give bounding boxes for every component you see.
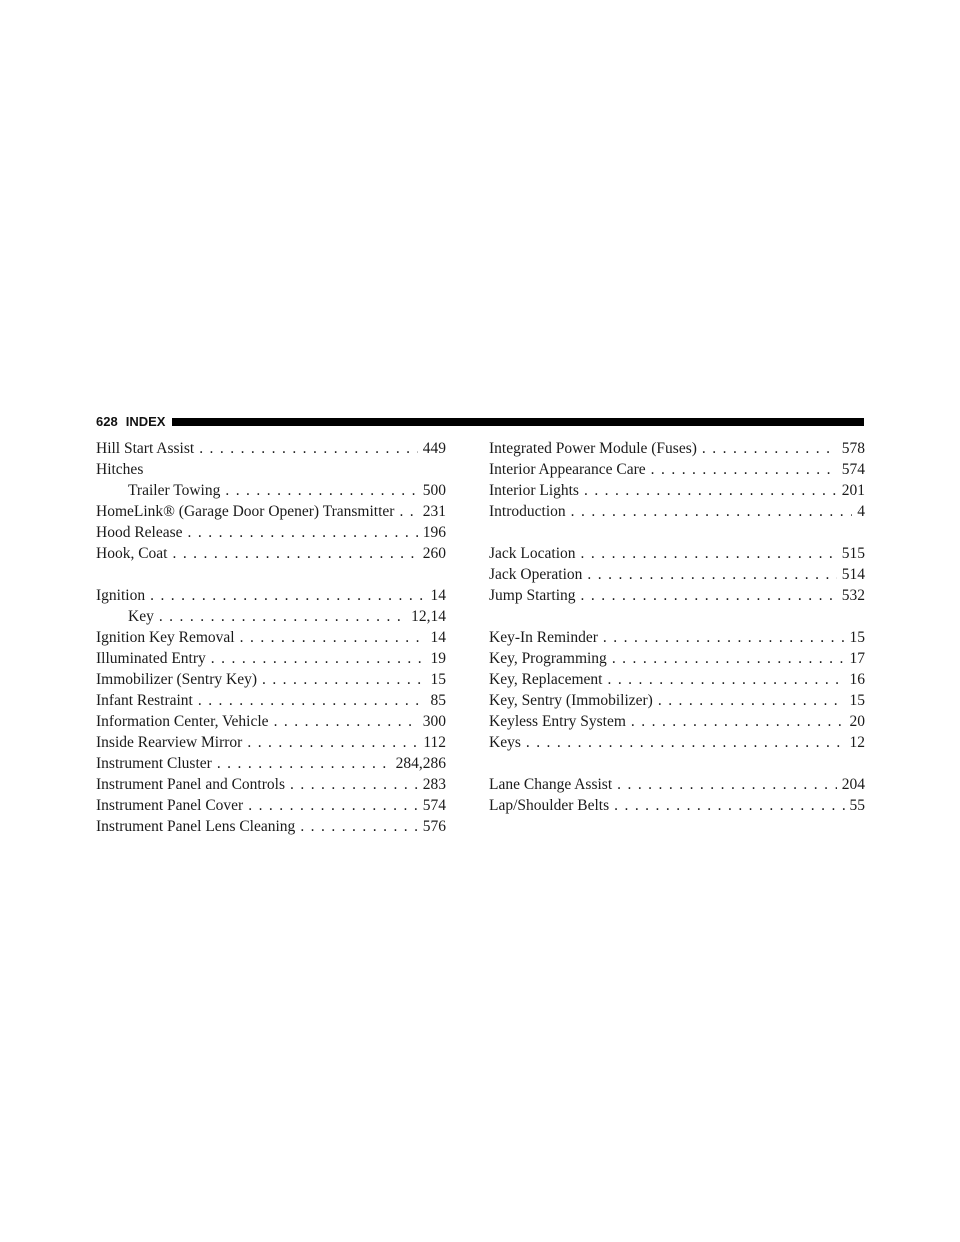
index-entry [489, 501, 865, 522]
dot-leader [612, 648, 845, 669]
index-term: Jack Operation [489, 566, 583, 583]
dot-leader [198, 690, 426, 711]
index-entry [96, 795, 446, 816]
index-entry [96, 438, 446, 459]
index-entry [96, 501, 446, 522]
index-page: 15 [430, 671, 446, 688]
index-term: Infant Restraint [96, 692, 193, 709]
index-entry [96, 816, 446, 837]
dot-leader [188, 522, 418, 543]
index-term: Integrated Power Module (Fuses) [489, 440, 697, 457]
dot-leader [290, 774, 418, 795]
index-term: Information Center, Vehicle [96, 713, 269, 730]
dot-leader [225, 480, 417, 501]
index-entry [489, 690, 865, 711]
index-page: 574 [422, 797, 446, 814]
index-entry [489, 627, 865, 648]
index-entry [96, 522, 446, 543]
index-page: 576 [422, 818, 446, 835]
dot-leader [614, 795, 844, 816]
page-number: 628 [96, 414, 118, 429]
index-entry [96, 774, 446, 795]
index-page: 204 [841, 776, 865, 793]
index-page: 15 [849, 629, 865, 646]
index-term: Key, Replacement [489, 671, 603, 688]
index-page: 515 [841, 545, 865, 562]
index-page: 532 [841, 587, 865, 604]
index-page: 300 [422, 713, 446, 730]
dot-leader [172, 543, 417, 564]
index-term: Hook, Coat [96, 545, 168, 562]
index-page: 12 [849, 734, 865, 751]
index-entry [96, 690, 446, 711]
index-entry [489, 585, 865, 606]
index-page: 4 [857, 503, 865, 520]
index-page: 284,286 [395, 755, 446, 772]
index-entry [96, 732, 446, 753]
dot-leader [526, 732, 845, 753]
dot-leader [581, 585, 837, 606]
header-rule [172, 418, 864, 426]
index-page: 19 [430, 650, 446, 667]
index-term: Ignition Key Removal [96, 629, 235, 646]
dot-leader [581, 543, 837, 564]
index-page: 17 [849, 650, 865, 667]
index-page: 578 [841, 440, 865, 457]
index-page: 500 [422, 482, 446, 499]
index-page: 85 [430, 692, 446, 709]
index-entry [96, 543, 446, 564]
index-page: 231 [422, 503, 446, 520]
index-term: Immobilizer (Sentry Key) [96, 671, 257, 688]
section-title: INDEX [125, 414, 166, 429]
index-entry [489, 564, 865, 585]
index-page: 196 [422, 524, 446, 541]
index-entry [96, 585, 446, 606]
index-page: 15 [849, 692, 865, 709]
index-term: Keyless Entry System [489, 713, 626, 730]
dot-leader [587, 564, 836, 585]
index-term: Hitches [96, 461, 144, 478]
dot-leader [248, 795, 418, 816]
index-term: Key, Programming [489, 650, 607, 667]
index-entry [96, 711, 446, 732]
index-entry [489, 438, 865, 459]
dot-leader [159, 606, 406, 627]
dot-leader [399, 501, 417, 522]
index-term: Illuminated Entry [96, 650, 206, 667]
index-page: 112 [423, 734, 446, 751]
index-term: Lane Change Assist [489, 776, 613, 793]
index-entry [489, 732, 865, 753]
dot-leader [150, 585, 425, 606]
index-term: Key, Sentry (Immobilizer) [489, 692, 653, 709]
dot-leader [603, 627, 845, 648]
dot-leader [584, 480, 837, 501]
dot-leader [300, 816, 417, 837]
index-column-left [96, 438, 446, 837]
index-page: 14 [430, 587, 446, 604]
dot-leader [262, 669, 426, 690]
index-page: 12,14 [411, 608, 446, 625]
index-page: 449 [422, 440, 446, 457]
index-term: Instrument Panel and Controls [96, 776, 285, 793]
index-entry [96, 459, 446, 480]
index-term: Interior Appearance Care [489, 461, 646, 478]
index-subentry [96, 480, 446, 501]
index-entry [96, 648, 446, 669]
dot-leader [240, 627, 426, 648]
index-entry [489, 459, 865, 480]
index-term: Key-In Reminder [489, 629, 598, 646]
index-page: 514 [841, 566, 865, 583]
index-term: Key [128, 608, 154, 625]
dot-leader [658, 690, 845, 711]
index-entry [489, 795, 865, 816]
index-entry [96, 669, 446, 690]
dot-leader [211, 648, 426, 669]
index-page: 16 [849, 671, 865, 688]
index-term: Keys [489, 734, 521, 751]
dot-leader [617, 774, 837, 795]
index-term: Inside Rearview Mirror [96, 734, 243, 751]
index-entry [489, 774, 865, 795]
index-entry [489, 480, 865, 501]
index-term: Interior Lights [489, 482, 579, 499]
index-term: Jack Location [489, 545, 576, 562]
index-page: 14 [430, 629, 446, 646]
dot-leader [199, 438, 418, 459]
dot-leader [607, 669, 844, 690]
index-entry [489, 711, 865, 732]
index-page: 55 [849, 797, 865, 814]
dot-leader [571, 501, 853, 522]
index-page: 20 [849, 713, 865, 730]
index-term: Instrument Panel Cover [96, 797, 244, 814]
index-term: Instrument Cluster [96, 755, 212, 772]
index-term: Introduction [489, 503, 566, 520]
index-entry [489, 543, 865, 564]
index-term: Lap/Shoulder Belts [489, 797, 610, 814]
index-entry [96, 627, 446, 648]
index-entry [489, 648, 865, 669]
dot-leader [274, 711, 418, 732]
index-term: Instrument Panel Lens Cleaning [96, 818, 296, 835]
index-column-right [489, 438, 865, 816]
index-subentry [96, 606, 446, 627]
page-header [96, 415, 864, 429]
index-page: 283 [422, 776, 446, 793]
index-page: 201 [841, 482, 865, 499]
index-term: Ignition [96, 587, 146, 604]
index-entry [96, 753, 446, 774]
index-term: Trailer Towing [128, 482, 221, 499]
dot-leader [247, 732, 418, 753]
dot-leader [702, 438, 837, 459]
index-term: Hill Start Assist [96, 440, 195, 457]
index-term: HomeLink® (Garage Door Opener) Transmitter [96, 503, 395, 520]
index-term: Jump Starting [489, 587, 576, 604]
dot-leader [651, 459, 837, 480]
index-term: Hood Release [96, 524, 183, 541]
index-entry [489, 669, 865, 690]
dot-leader [631, 711, 845, 732]
index-page: 574 [841, 461, 865, 478]
dot-leader [217, 753, 391, 774]
index-page: 260 [422, 545, 446, 562]
